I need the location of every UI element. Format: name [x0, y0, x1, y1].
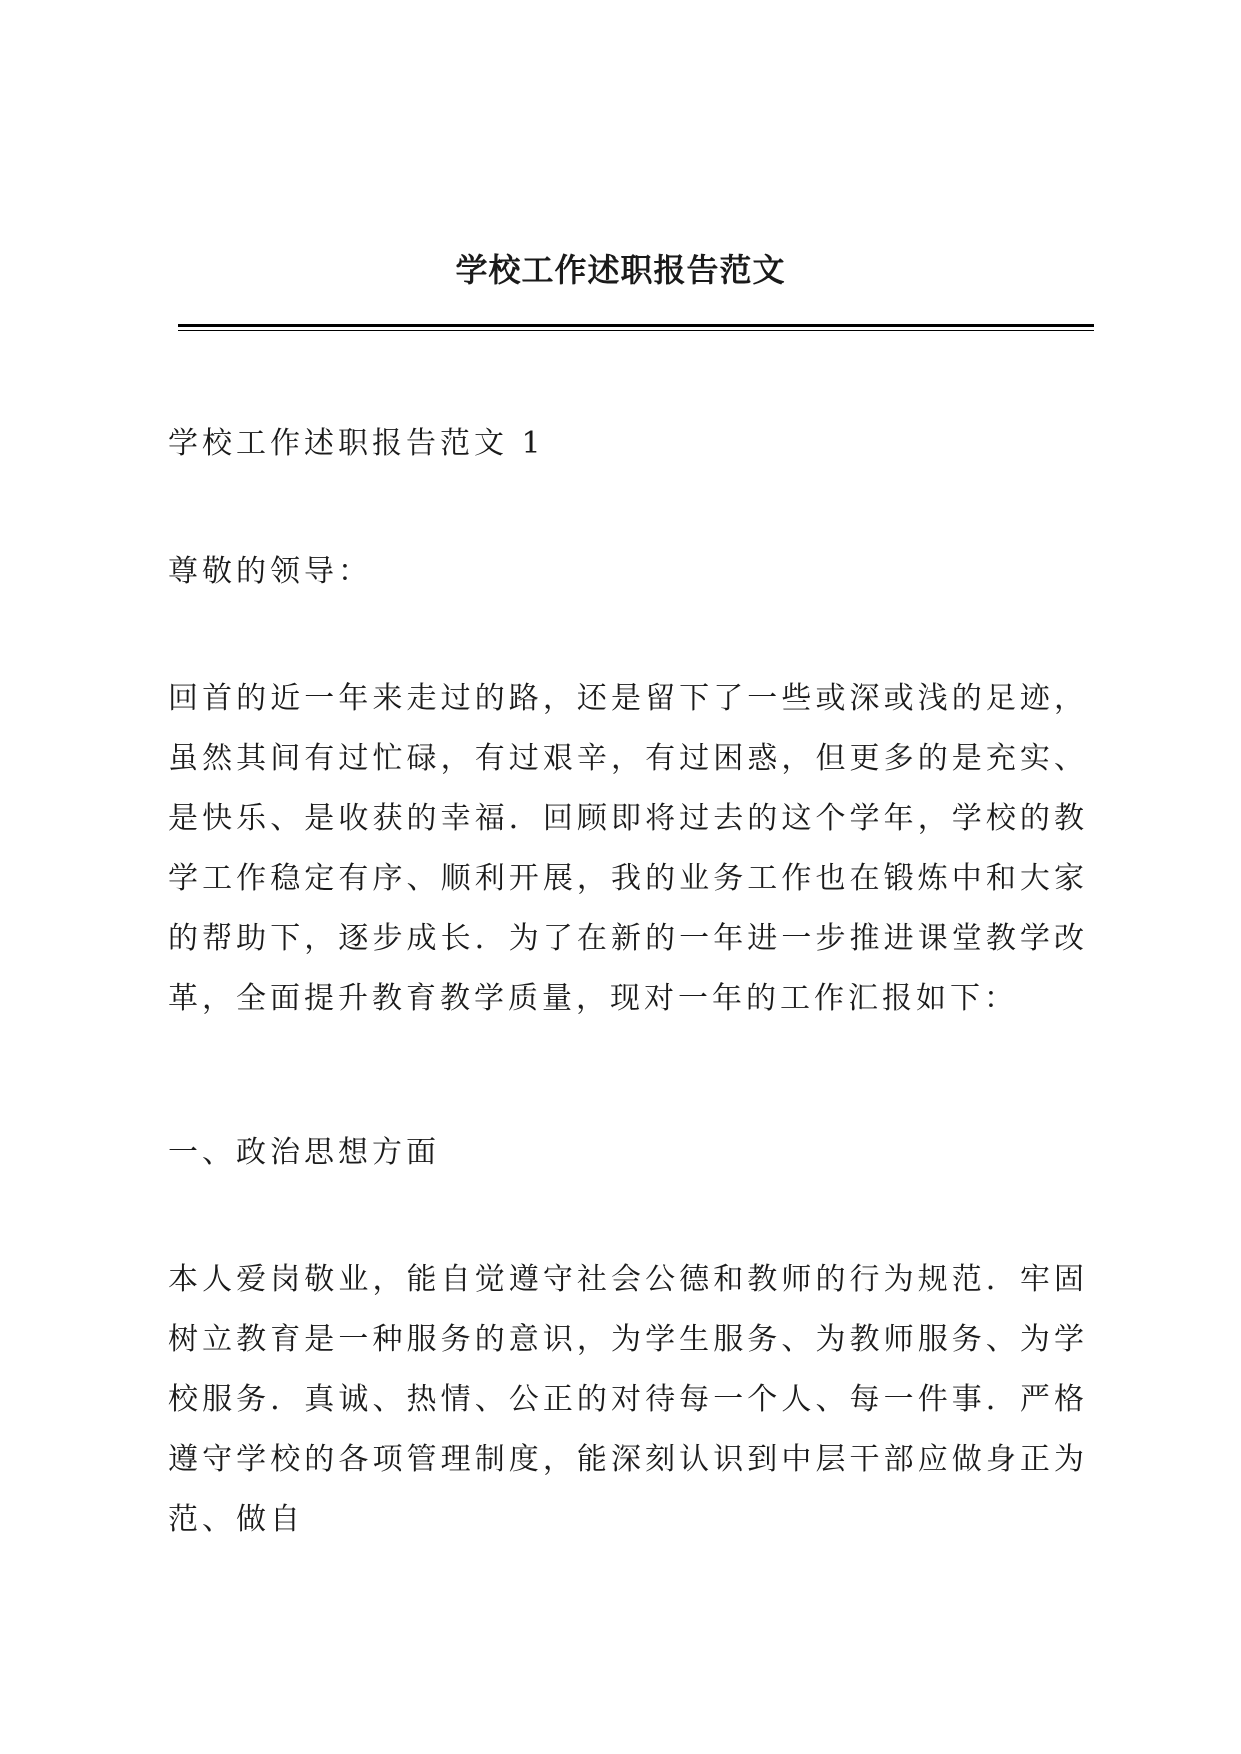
- document-title: 学校工作述职报告范文: [455, 251, 786, 289]
- paragraph-political: 本人爱岗敬业，能自觉遵守社会公德和教师的行为规范．牢固树立教育是一种服务的意识，为学生服务、为教师服务、为学校服务．真诚、热情、公正的对待每一个人、每一件事．严格遵守学校的各项管理制度，能深刻认识到中层干部应做身正为范、做自: [168, 1262, 1088, 1537]
- salutation: 尊敬的领导：: [168, 554, 372, 589]
- title-rule-thin: [178, 330, 1094, 331]
- title-rule-thick: [178, 324, 1094, 327]
- report-subtitle: 学校工作述职报告范文 1: [168, 426, 545, 461]
- section-heading-political: 一、政治思想方面: [168, 1135, 440, 1170]
- paragraph-intro: 回首的近一年来走过的路，还是留下了一些或深或浅的足迹，虽然其间有过忙碌，有过艰辛，有过困惑，但更多的是充实、是快乐、是收获的幸福．回顾即将过去的这个学年，学校的教学工作稳定有序、顺利开展，我的业务工作也在锻炼中和大家的帮助下，逐步成长．为了在新的一年进一步推进课堂教学改革，全面提升教育教学质量，现对一年的工作汇报如下：: [168, 681, 1088, 1016]
